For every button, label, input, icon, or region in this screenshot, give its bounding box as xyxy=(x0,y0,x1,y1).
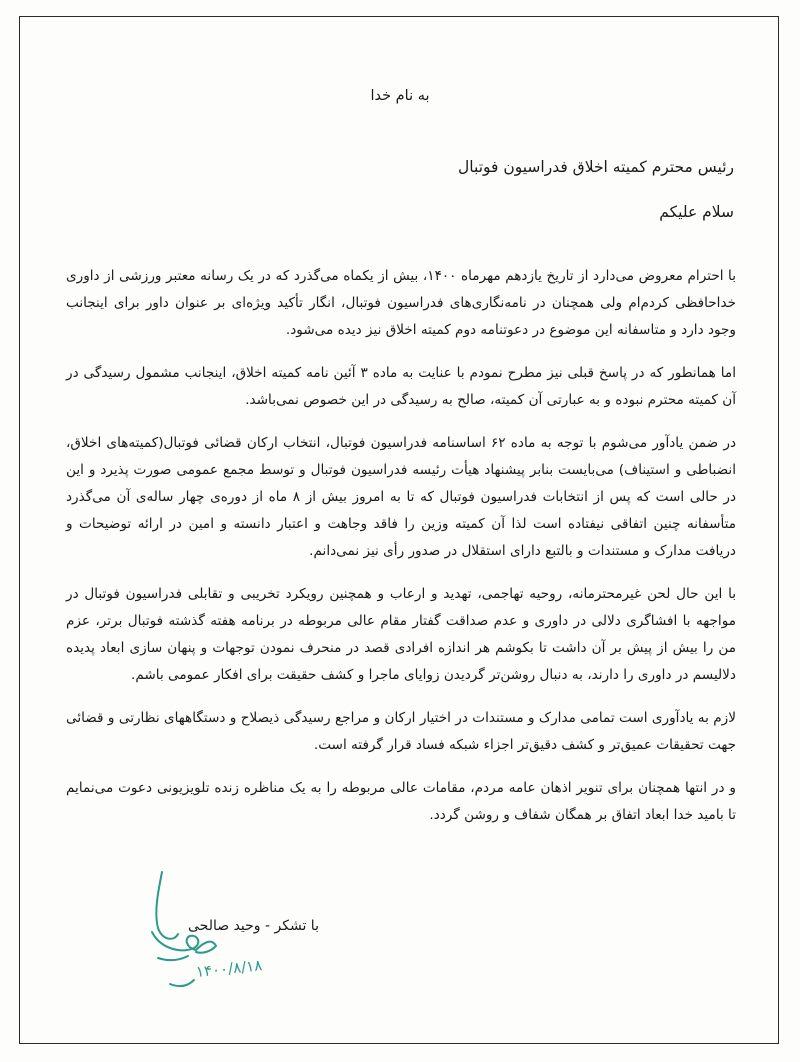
letter-heading: به نام خدا xyxy=(370,88,430,104)
signoff-line: با تشکر - وحید صالحی xyxy=(188,918,319,934)
greeting-line: سلام علیکم xyxy=(659,203,734,221)
addressee-line: رئیس محترم کمیته اخلاق فدراسیون فوتبال xyxy=(458,158,734,176)
paragraph-6: و در انتها همچنان برای تنویر اذهان عامه مردم، مقامات عالی مربوطه را به یک مناظره زنده تلویزیونی دعوت می‌نمایم تا بامید خدا ابعاد اتفاق بر همگان شفاف و روشن گردد. xyxy=(66,780,736,823)
paragraph-3: در ضمن یادآور می‌شوم با توجه به ماده ۶۲ اساسنامه فدراسیون فوتبال، انتخاب ارکان قضائی فوتبال(کمیته‌های اخلاق، انضباطی و استیناف) می‌بایست بنابر پیشنهاد هیأت رئیسه فدراسیون فوتبال و توسط مجمع عمومی صورت پذیرد و این در حالی است که پس از انتخابات فدراسیون فوتبال که تا به امروز بیش از ۸ ماه از دوره‌ی چهار ساله‌ی آن می‌گذرد متأسفانه چنین اتفاقی نیفتاده است لذا آن کمیته وزین را فاقد وجاهت و اعتبار دانسته و امین در ارائه توضیحات و دریافت مدارک و مستندات و بالتبع دارای استقلال در صدور رأی نیز نمی‌دانم. xyxy=(66,435,737,559)
handwritten-date: ۱۴۰۰/۸/۱۸ xyxy=(195,956,264,981)
paragraph-2: اما همانطور که در پاسخ قبلی نیز مطرح نمودم با عنایت به ماده ۳ آئین نامه کمیته اخلاق، اینجانب مشمول رسیدگی در آن کمیته محترم نبوده و به عبارتی آن کمیته، صالح به رسیدگی در این خصوص نمی‌باشد. xyxy=(66,365,736,408)
paragraph-4: با این حال لحن غیرمحترمانه، روحیه تهاجمی، تهدید و ارعاب و همچنین رویکرد تخریبی و تقابلی فدراسیون فوتبال در مواجهه با افشاگری دلالی در داوری و عدم صداقت گفتار مقام عالی مربوطه در برنامه هفته گذشته فوتبال برتر، عزم من را بیش از پیش بر آن داشت تا بکوشم هر اندازه افرادی قصد در منحرف نمودن توجهات و پنهان سازی ابعاد پدیده دلالیسم در داوری را دارند، به دنبال روشن‌تر گردیدن زوایای ماجرا و کشف حقیقت برای افکار عمومی باشم. xyxy=(66,586,736,683)
paragraph-5: لازم به یادآوری است تمامی مدارک و مستندات در اختیار ارکان و مراجع رسیدگی ذیصلاح و دستگاههای نظارتی و قضائی جهت تحقیقات عمیق‌تر و کشف دقیق‌تر اجزاء شبکه فساد قرار گرفته است. xyxy=(66,710,736,753)
paragraph-1: با احترام معروض می‌دارد از تاریخ یازدهم مهرماه ۱۴۰۰، بیش از یکماه می‌گذرد که در یک رسانه معتبر ورزشی از داوری خداحافظی کردم‌ام ولی همچنان در نامه‌نگاری‌های فدراسیون فوتبال، انگار تأکید ویژه‌ای بر عنوان داور برای اینجانب وجود دارد و متاسفانه این موضوع در دعوتنامه دوم کمیته اخلاق نیز دیده می‌شود. xyxy=(66,268,736,338)
handwritten-signature xyxy=(140,862,280,1002)
letter-body xyxy=(66,263,736,845)
